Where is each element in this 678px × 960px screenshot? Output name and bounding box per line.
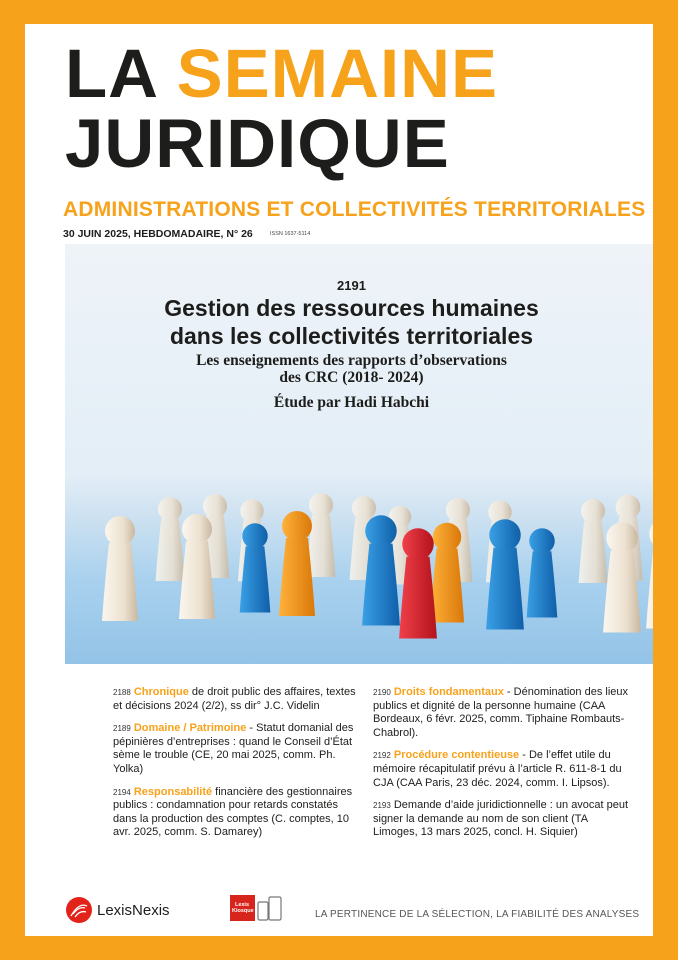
cover-page bbox=[25, 24, 653, 936]
toc-entry: 2189 Domaine / Patrimoine - Statut domanial des pépinières d’entreprises : quand le Conseil d’État sème le trouble (CE, 20 mai 2025, comm. Ph. Yolka) bbox=[113, 722, 354, 775]
hero-subtitle: Les enseignements des rapports d’observations des CRC (2018- 2024) bbox=[196, 352, 507, 386]
toc-entry: 2194 Responsabilité financière des gestionnaires publics : condamnation pour retards constatés dans la production des comptes (C. comptes, 10 avr. 2025, comm. S. Damarey) bbox=[113, 785, 353, 839]
brand-name: LexisNexis bbox=[97, 902, 170, 919]
hero-author: Étude par Hadi Habchi bbox=[273, 394, 430, 411]
toc-entry: 2192 Procédure contentieuse - De l’effet utile du mémoire récapitulatif prévu à l’article R. 611-8-1 du CJA (CAA Paris, 23 déc. 2024, comm. I. Lipsos). bbox=[373, 749, 622, 789]
hero-image bbox=[65, 244, 653, 664]
article-number: 2191 bbox=[337, 278, 366, 293]
toc-right-column bbox=[373, 686, 635, 849]
tagline: LA PERTINENCE DE LA SÉLECTION, LA FIABILITÉ DES ANALYSES bbox=[315, 909, 640, 920]
orange-border-tab bbox=[653, 242, 678, 662]
issue-line: 30 JUIN 2025, HEBDOMADAIRE, N° 26 bbox=[63, 228, 253, 240]
masthead-title-juridique: JURIDIQUE bbox=[65, 105, 450, 182]
lexisnexis-logo-icon bbox=[65, 896, 93, 924]
issn: ISSN 1637-5114 bbox=[270, 231, 311, 237]
edition-title: ADMINISTRATIONS ET COLLECTIVITÉS TERRITORIALES bbox=[63, 198, 646, 221]
kiosk-label: Lexis Kiosque bbox=[232, 902, 254, 914]
toc-entry: 2190 Droits fondamentaux - Dénomination des lieux publics et dignité de la personne humaine (CAA Bordeaux, 6 févr. 2025, comm. Tiphaine Rombauts-Chabrol). bbox=[373, 686, 628, 739]
toc-entry: 2193 Demande d’aide juridictionnelle : un avocat peut signer la demande au nom de son client (TA Limoges, 13 mars 2025, concl. H. Siquier) bbox=[373, 799, 629, 839]
masthead-title: LA SEMAINE bbox=[65, 35, 498, 112]
hero-title: Gestion des ressources humaines dans les collectivités territoriales bbox=[164, 295, 539, 349]
toc-left-column bbox=[113, 686, 363, 849]
toc-entry: 2188 Chronique de droit public des affaires, textes et décisions 2024 (2/2), ss dir° J.C. Videlin bbox=[113, 686, 356, 712]
